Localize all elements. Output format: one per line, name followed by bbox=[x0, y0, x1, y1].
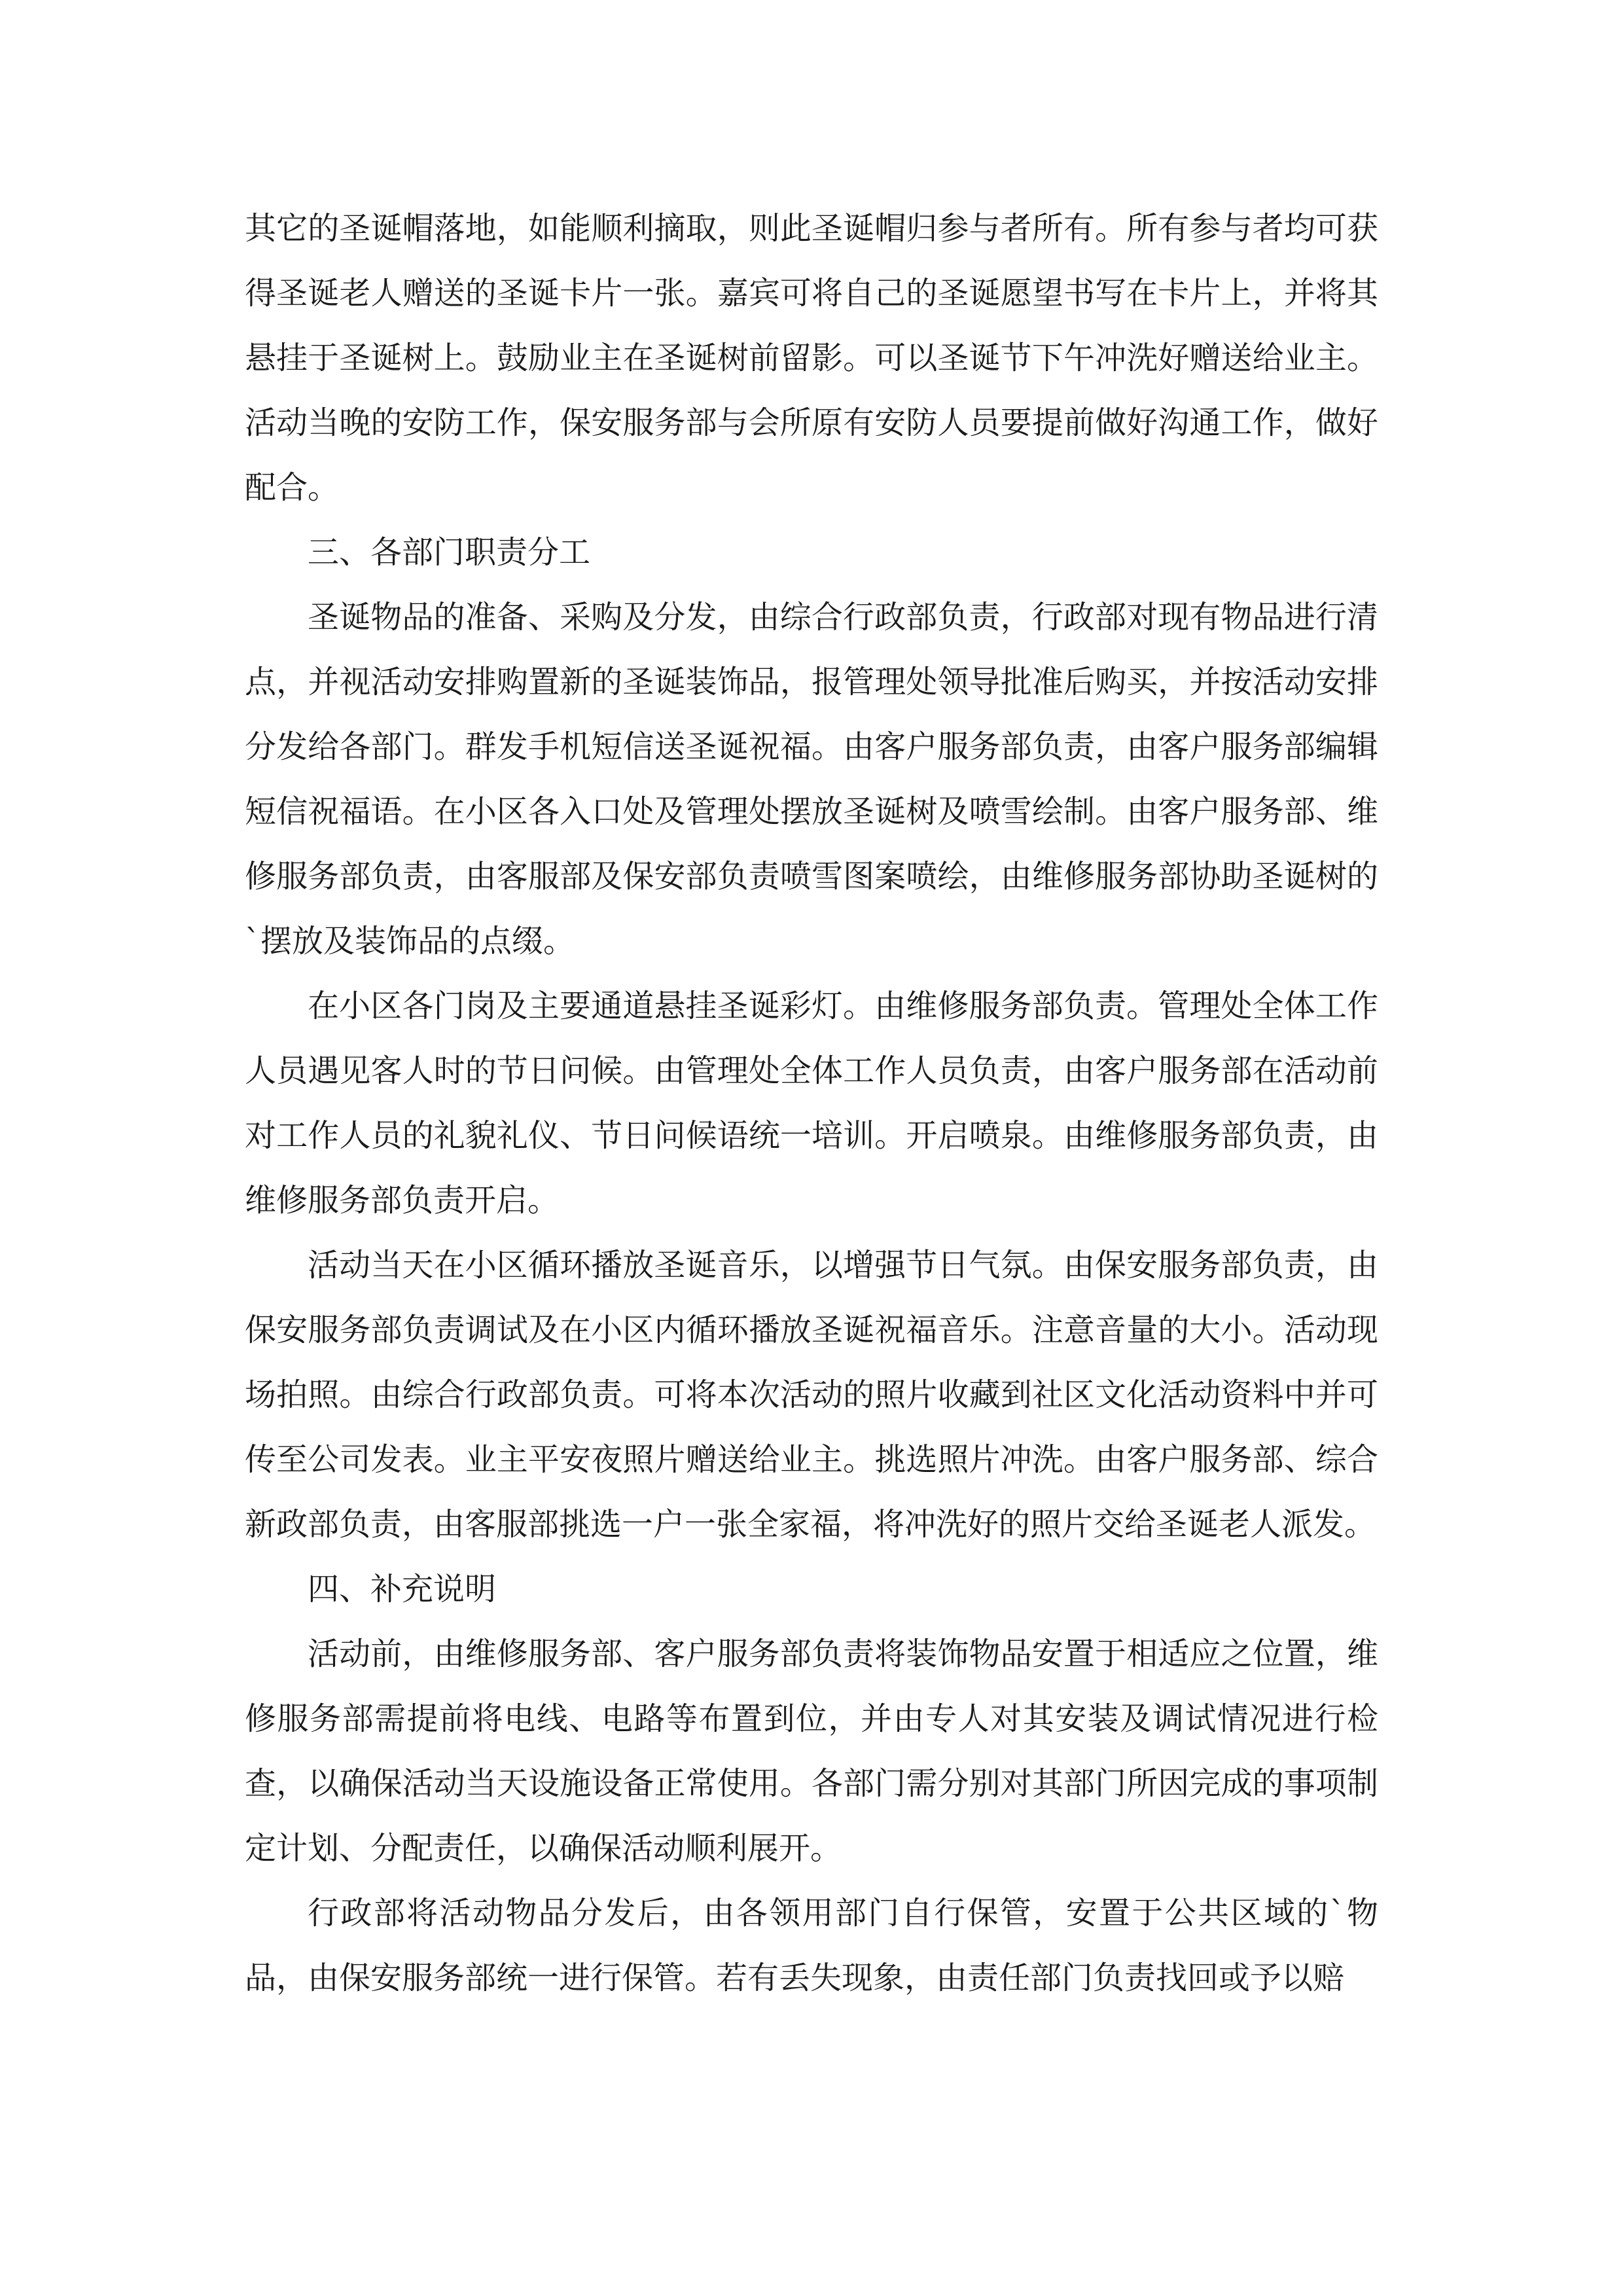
paragraph-music-photos: 活动当天在小区循环播放圣诞音乐，以增强节日气氛。由保安服务部负责，由保安服务部负责调试及在小区内循环播放圣诞祝福音乐。注意音量的大小。活动现场拍照。由综合行政部负责。可将本次活动的照片收藏到社区文化活动资料中并可传至公司发表。业主平安夜照片赠送给业主。挑选照片冲洗。由客户服务部、综合新政部负责，由客服部挑选一户一张全家福，将冲洗好的照片交给圣诞老人派发。 bbox=[245, 1247, 1378, 1543]
paragraph-supplies: 圣诞物品的准备、采购及分发，由综合行政部负责，行政部对现有物品进行清点，并视活动安排购置新的圣诞装饰品，报管理处领导批准后购买，并按活动安排分发给各部门。群发手机短信送圣诞祝福。由客户服务部负责，由客户服务部编辑短信祝福语。在小区各入口处及管理处摆放圣诞树及喷雪绘制。由客户服务部、维修服务部负责，由客服部及保安部负责喷雪图案喷绘，由维修服务部协助圣诞树的`摆放及装饰品的点缀。 bbox=[245, 599, 1378, 960]
paragraph-continuation: 其它的圣诞帽落地，如能顺利摘取，则此圣诞帽归参与者所有。所有参与者均可获得圣诞老人赠送的圣诞卡片一张。嘉宾可将自己的圣诞愿望书写在卡片上，并将其悬挂于圣诞树上。鼓励业主在圣诞树前留影。可以圣诞节下午冲洗好赠送给业主。活动当晚的安防工作，保安服务部与会所原有安防人员要提前做好沟通工作，做好配合。 bbox=[245, 210, 1378, 506]
paragraph-lights-greetings: 在小区各门岗及主要通道悬挂圣诞彩灯。由维修服务部负责。管理处全体工作人员遇见客人时的节日问候。由管理处全体工作人员负责，由客户服务部在活动前对工作人员的礼貌礼仪、节日问候语统一培训。开启喷泉。由维修服务部负责，由维修服务部负责开启。 bbox=[245, 988, 1378, 1219]
paragraph-custody: 行政部将活动物品分发后，由各领用部门自行保管，安置于公共区域的`物品，由保安服务部统一进行保管。若有丢失现象，由责任部门负责找回或予以赔 bbox=[245, 1895, 1378, 1996]
section-heading-3: 三、各部门职责分工 bbox=[308, 534, 591, 571]
paragraph-preparation: 活动前，由维修服务部、客户服务部负责将装饰物品安置于相适应之位置，维修服务部需提前将电线、电路等布置到位，并由专人对其安装及调试情况进行检查，以确保活动当天设施设备正常使用。各部门需分别对其部门所因完成的事项制定计划、分配责任，以确保活动顺利展开。 bbox=[245, 1636, 1378, 1867]
section-heading-4: 四、补充说明 bbox=[308, 1571, 497, 1607]
document-body bbox=[245, 196, 1378, 2011]
